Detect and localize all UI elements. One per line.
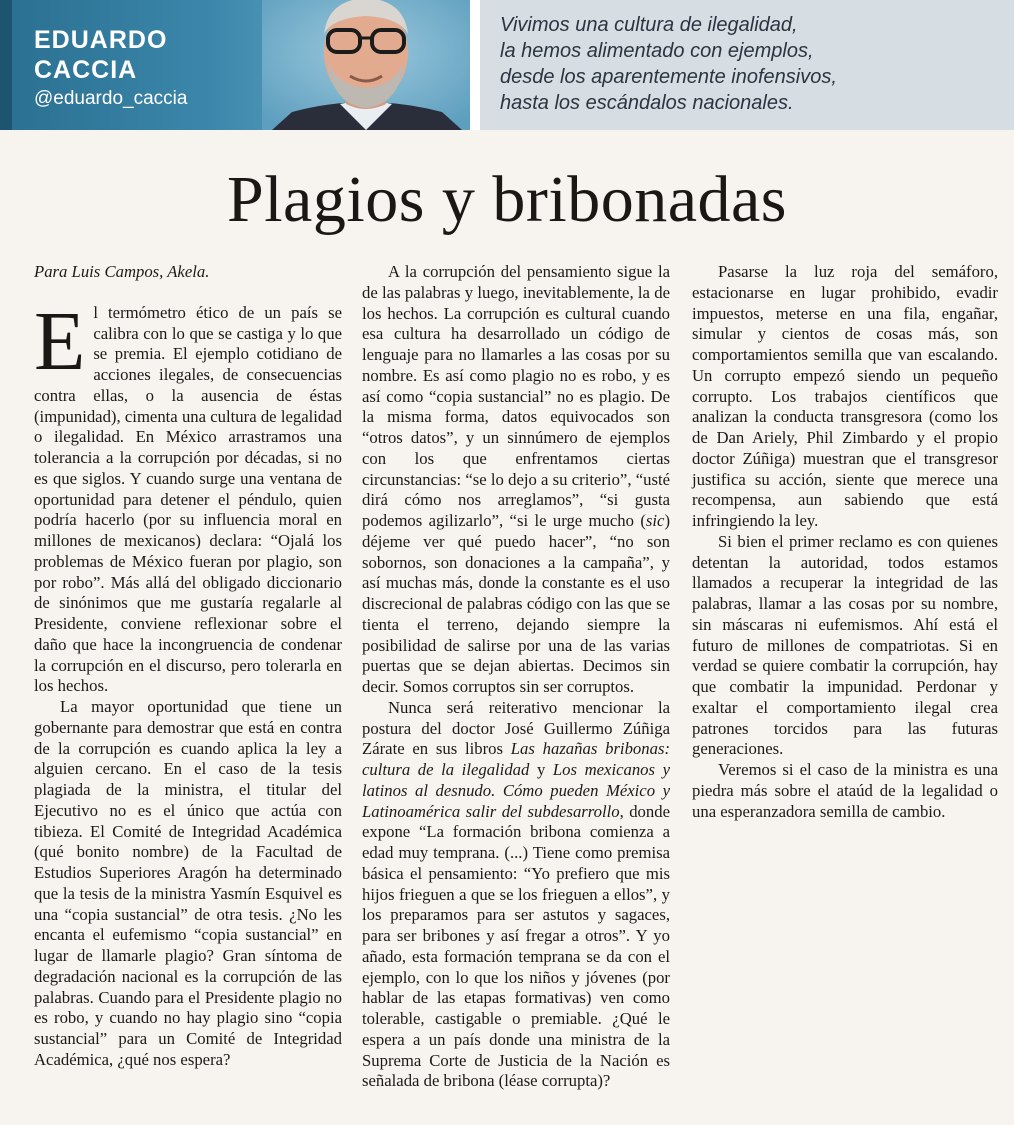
article-paragraph-6: Si bien el primer reclamo es con quienes detentan la autoridad, todos estamos llamados a recuperar la integridad de las palabras, llamar a las cosas por su nombre, sin máscaras ni eufemismos. Ahí está el futuro de millones de compatriotas. Si en verdad se quiere combatir la corrupción, hay que combatir la impunidad. Perdonar y exaltar el comportamiento ilegal crea patrones torcidos para las futuras generaciones.	[692, 531, 998, 759]
column-header	[0, 0, 1014, 130]
article-paragraph-4	[362, 698, 670, 1092]
article-paragraph-3	[362, 262, 670, 698]
book-title-2: Los mexicanos y latinos al desnudo. Cómo pueden México y Latinoamérica salir del subdesarrollo	[362, 760, 670, 821]
article-column-1	[34, 262, 342, 1071]
dropcap-letter: E	[34, 294, 86, 388]
author-handle[interactable]: @eduardo_caccia	[34, 88, 188, 109]
article-title: Plagios y bribonadas	[227, 163, 787, 236]
pull-quote-line: hasta los escándalos nacionales.	[500, 92, 794, 114]
pull-quote-line: Vivimos una cultura de ilegalidad,	[500, 14, 798, 36]
paragraph-4-text-a: Nunca será reiterativo mencionar la postura del doctor José Guillermo Zúñiga Zárate en sus libros	[362, 697, 670, 759]
book-title-1: Las hazañas bribonas: cultura de la ilegalidad	[362, 739, 670, 779]
paragraph-3-text-b: ) déjeme ver qué puedo hacer”, “no son sobornos, son donaciones a la campaña”, y así muchas más, donde la constante es el uso discrecional de palabras código con las que se tienta el terreno, dejando siempre la posibilidad de salirse por una de las varias puertas que se dejan abiertas. Decimos sin decir. Somos corruptos sin ser corruptos.	[362, 511, 670, 696]
article-paragraph-7: Veremos si el caso de la ministra es una piedra más sobre el ataúd de la legalidad o una esperanzadora semilla de cambio.	[692, 760, 998, 821]
article-paragraph-2: La mayor oportunidad que tiene un gobernante para demostrar que está en contra de la corrupción es cuando aplica la ley a alguien cercano. En el caso de la tesis plagiada de la ministra, el titular del Ejecutivo no es el único que actúa con tibieza. El Comité de Integridad Académica (qué bonito nombre) de la Facultad de Estudios Superiores Aragón ha determinado que la tesis de la ministra Yasmín Esquivel es una “copia sustancial” de otra tesis. ¿No les encanta el eufemismo “copia sustancial” en lugar de llamarle plagio? Gran síntoma de degradación nacional es la corrupción de las palabras. Cuando para el Presidente plagio no es robo, y cuando no hay plagio sino “copia sustancial” para un Comité de Integridad Académica, ¿qué nos espera?	[34, 697, 342, 1069]
author-banner	[0, 0, 470, 130]
pull-quote-line: desde los aparentemente inofensivos,	[500, 66, 837, 88]
article-paragraph-5: Pasarse la luz roja del semáforo, estacionarse en lugar prohibido, evadir impuestos, meterse en una fila, engañar, simular y cientos de cosas más, son comportamientos semilla que van escalando. Un corrupto empezó siendo un pequeño corrupto. Los trabajos científicos que analizan la conducta transgresora (como los de Dan Ariely, Phil Zimbardo y el propio doctor Zúñiga) muestran que el transgresor justifica su acción, siente que merece una recompensa, aun sabiendo que está infringiendo la ley.	[692, 262, 998, 530]
author-name	[34, 25, 167, 85]
pull-quote	[500, 12, 1000, 116]
author-name-line1: EDUARDO	[34, 26, 168, 54]
author-portrait	[262, 0, 470, 130]
article-column-2	[362, 262, 670, 1092]
pull-quote-line: la hemos alimentado con ejemplos,	[500, 40, 814, 62]
article-paragraph-1	[34, 294, 342, 697]
banner-accent-strip	[0, 0, 12, 130]
author-name-line2: CACCIA	[34, 56, 138, 84]
paragraph-4-text-b: , donde expone “La formación bribona comienza a edad muy temprana. (...) Tiene como premisa básica el pensamiento: “Yo prefiero que mis hijos frieguen a que se los frieguen a ellos”, y los preparamos para ser astutos y sagaces, para ser bribones y así fregar a otros”. Y yo añado, esta formación temprana se da con el ejemplo, con lo que los niños y jóvenes (por hablar de las etapas formativas) ven como tolerable, castigable o premiable. ¿Qué le espera a un país donde una ministra de la Suprema Corte de Justicia de la Nación es señalada de bribona (léase corrupta)?	[362, 801, 670, 1091]
paragraph-3-text-a: A la corrupción del pensamiento sigue la de las palabras y luego, inevitablemente, la de los hechos. La corrupción es cultural cuando esa cultura ha desarrollado un código de lenguaje para no llamarles a las cosas por su nombre. Es así como plagio no es robo, y es así como “copia sustancial” no es plagio. De la misma forma, datos equivocados son “otros datos”, y un sinnúmero de ejemplos con los que enfrentamos ciertas circunstancias: “se lo dejo a su criterio”, “usté dirá cómo nos arreglamos”, “si gusta podemos agilizarlo”, “si le urge mucho (	[362, 262, 670, 530]
article-column-3	[692, 262, 998, 822]
article-dedication: Para Luis Campos, Akela.	[34, 262, 210, 281]
paragraph-1-text: l termómetro ético de un país se calibra con lo que se castiga y lo que se premia. El ejemplo cotidiano de acciones ilegales, de consecuencias contra ellas, o la ausencia de éstas (impunidad), cimenta una cultura de legalidad o ilegalidad. En México arrastramos una tolerancia a la corrupción por décadas, si no es que siglos. Y cuando surge una ventana de oportunidad para detener el péndulo, quien podría hacerlo (por su influencia moral en millones de mexicanos) declara: “Ojalá los problemas de México fueran por plagio, son por robo”. Más allá del obligado diccionario de sinónimos que me gustaría regalarle al Presidente, conviene reflexionar sobre el daño que hace la incongruencia de condenar la corrupción en el discurso, pero tolerarla en los hechos.	[34, 302, 342, 696]
pull-quote-box	[480, 0, 1014, 130]
paragraph-4-conjunction: y	[529, 760, 553, 779]
paragraph-3-sic: sic	[645, 511, 665, 530]
